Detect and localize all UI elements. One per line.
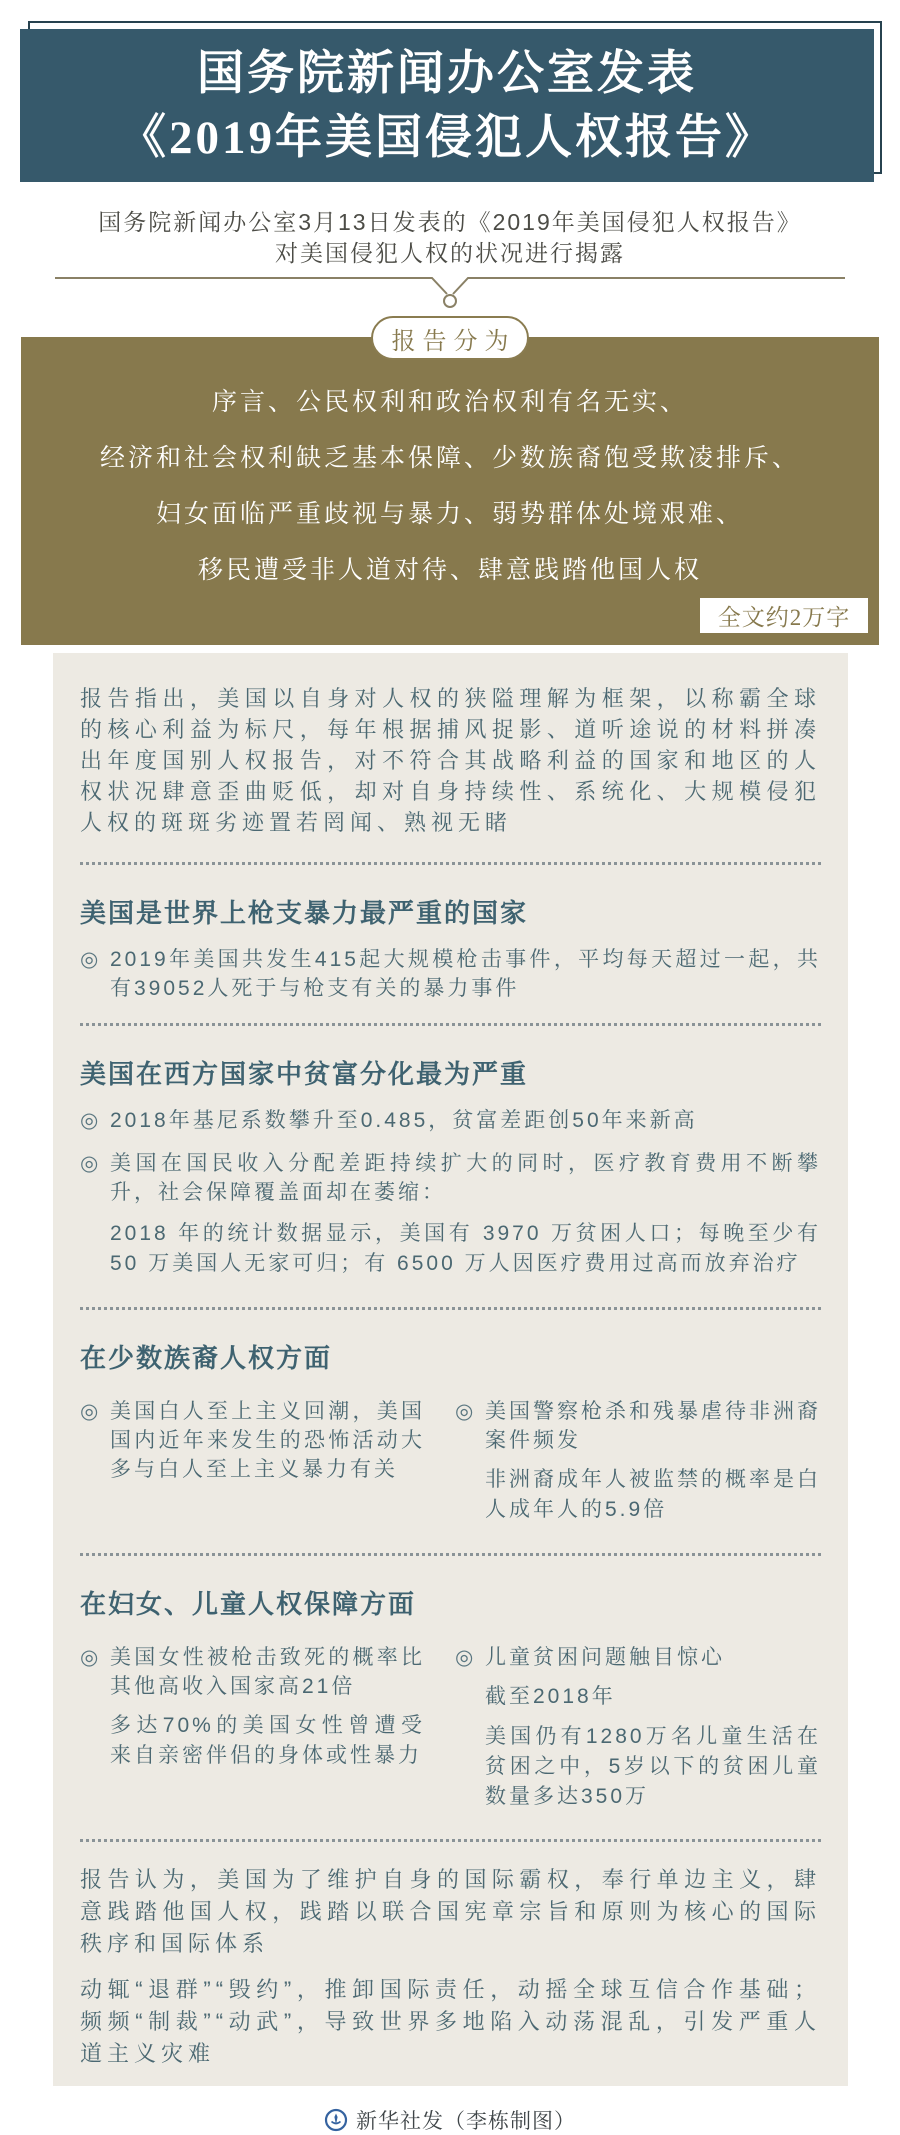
bullet-text: 美国在国民收入分配差距持续扩大的同时，医疗教育费用不断攀升，社会保障覆盖面却在萎缩： [110,1152,821,1204]
bullet-icon: ◎ [80,1109,99,1132]
header-title-box [20,29,874,182]
section-heading: 美国是世界上枪支暴力最严重的国家 [80,898,529,928]
bullet-item [80,1149,821,1207]
section-heading: 美国在西方国家中贫富分化最为严重 [80,1059,529,1089]
detail-text: 美国仍有1280万名儿童生活在贫困之中，5岁以下的贫困儿童数量多达350万 [485,1725,821,1808]
bullet-text: 2018年基尼系数攀升至0.485，贫富差距创50年来新高 [110,1109,698,1132]
bullet-text: 儿童贫困问题触目惊心 [485,1646,725,1669]
column-right [455,1397,821,1525]
conclusion-paragraph-2: 动辄“退群”“毁约”，推卸国际责任，动摇全球互信合作基础；频频“制裁”“动武”，导致世界多地陷入动荡混乱，引发严重人道主义灾难 [80,1977,821,2066]
page-title-line-1: 国务院新闻办公室发表 [197,47,697,100]
dotted-divider [80,862,821,865]
bullet-icon: ◎ [455,1646,474,1669]
bullet-icon: ◎ [455,1400,474,1423]
word-count-badge: 全文约2万字 [700,598,868,633]
report-category-pill [371,316,529,360]
column-left [80,1397,425,1525]
bullet-item [80,1397,425,1484]
bullet-item [80,1643,425,1701]
header [0,0,900,195]
bullet-icon: ◎ [80,1400,99,1423]
conclusion-paragraph-1: 报告认为，美国为了维护自身的国际霸权，奉行单边主义，肆意践踏他国人权，践踏以联合国宪章宗旨和原则为核心的国际秩序和国际体系 [80,1867,821,1956]
detail-text: 多达70%的美国女性曾遭受来自亲密伴侣的身体或性暴力 [110,1714,425,1767]
bullet-item [80,945,821,1003]
main-content [53,653,848,2086]
dotted-divider [80,1023,821,1026]
bullet-item [80,1106,821,1135]
detail-text: 非洲裔成年人被监禁的概率是白人成年人的5.9倍 [485,1468,821,1521]
report-line: 序言、公民权利和政治权利有名无实、 [211,389,688,416]
detail-text: 2018 年的统计数据显示，美国有 3970 万贫困人口；每晚至少有 50 万美国人无家可归；有 6500 万人因医疗费用过高而放弃治疗 [110,1222,821,1275]
ring-icon [444,295,456,307]
subtitle-line-2: 对美国侵犯人权的状况进行揭露 [275,240,625,266]
column-right [455,1643,821,1812]
two-column-row [80,1643,821,1812]
subtitle [0,207,900,269]
section-heading: 在妇女、儿童人权保障方面 [80,1589,417,1619]
section-women-children [80,1584,821,1812]
section-minorities [80,1338,821,1525]
section-wealth [80,1054,821,1279]
dotted-divider [80,1839,821,1842]
credit-text: 新华社发（李栋制图） [356,2110,576,2133]
subtitle-line-1: 国务院新闻办公室3月13日发表的《2019年美国侵犯人权报告》 [98,209,802,235]
bullet-text: 美国警察枪杀和残暴虐待非洲裔案件频发 [485,1400,821,1452]
report-line: 妇女面临严重歧视与暴力、弱势群体处境艰难、 [155,501,744,528]
report-line: 移民遭受非人道对待、肆意践踏他国人权 [197,557,702,584]
credit-line [0,2105,900,2135]
xinhua-logo-icon [324,2108,348,2132]
section-guns [80,893,821,1003]
detail-text: 截至2018年 [485,1685,616,1708]
dotted-divider [80,1307,821,1310]
intro-paragraph: 报告指出，美国以自身对人权的狭隘理解为框架，以称霸全球的核心利益为标尺，每年根据捕风捉影、道听途说的材料拼凑出年度国别人权报告，对不符合其战略利益的国家和地区的人权状况肆意歪曲贬低，却对自身持续性、系统化、大规模侵犯人权的斑斑劣迹置若罔闻、熟视无睹 [80,686,821,835]
column-left [80,1643,425,1812]
bullet-text: 2019年美国共发生415起大规模枪击事件，平均每天超过一起，共有39052人死于与枪支有关的暴力事件 [110,948,821,1000]
bullet-text: 美国白人至上主义回潮，美国国内近年来发生的恐怖活动大多与白人至上主义暴力有关 [110,1400,425,1481]
report-line: 经济和社会权利缺乏基本保障、少数族裔饱受欺凌排斥、 [99,445,800,472]
report-box [21,337,879,645]
dotted-divider [80,1553,821,1556]
bullet-icon: ◎ [80,948,99,971]
report-pill-label: 报告分为 [391,328,516,355]
bullet-item [455,1397,821,1455]
divider-ornament [55,276,845,310]
report-summary [21,328,879,645]
bullet-icon: ◎ [80,1646,99,1669]
two-column-row [80,1397,821,1525]
section-heading: 在少数族裔人权方面 [80,1343,333,1373]
page-title-line-2: 《2019年美国侵犯人权报告》 [119,111,775,164]
bullet-text: 美国女性被枪击致死的概率比其他高收入国家高21倍 [110,1646,425,1698]
bullet-item [455,1643,821,1672]
bullet-icon: ◎ [80,1152,99,1175]
